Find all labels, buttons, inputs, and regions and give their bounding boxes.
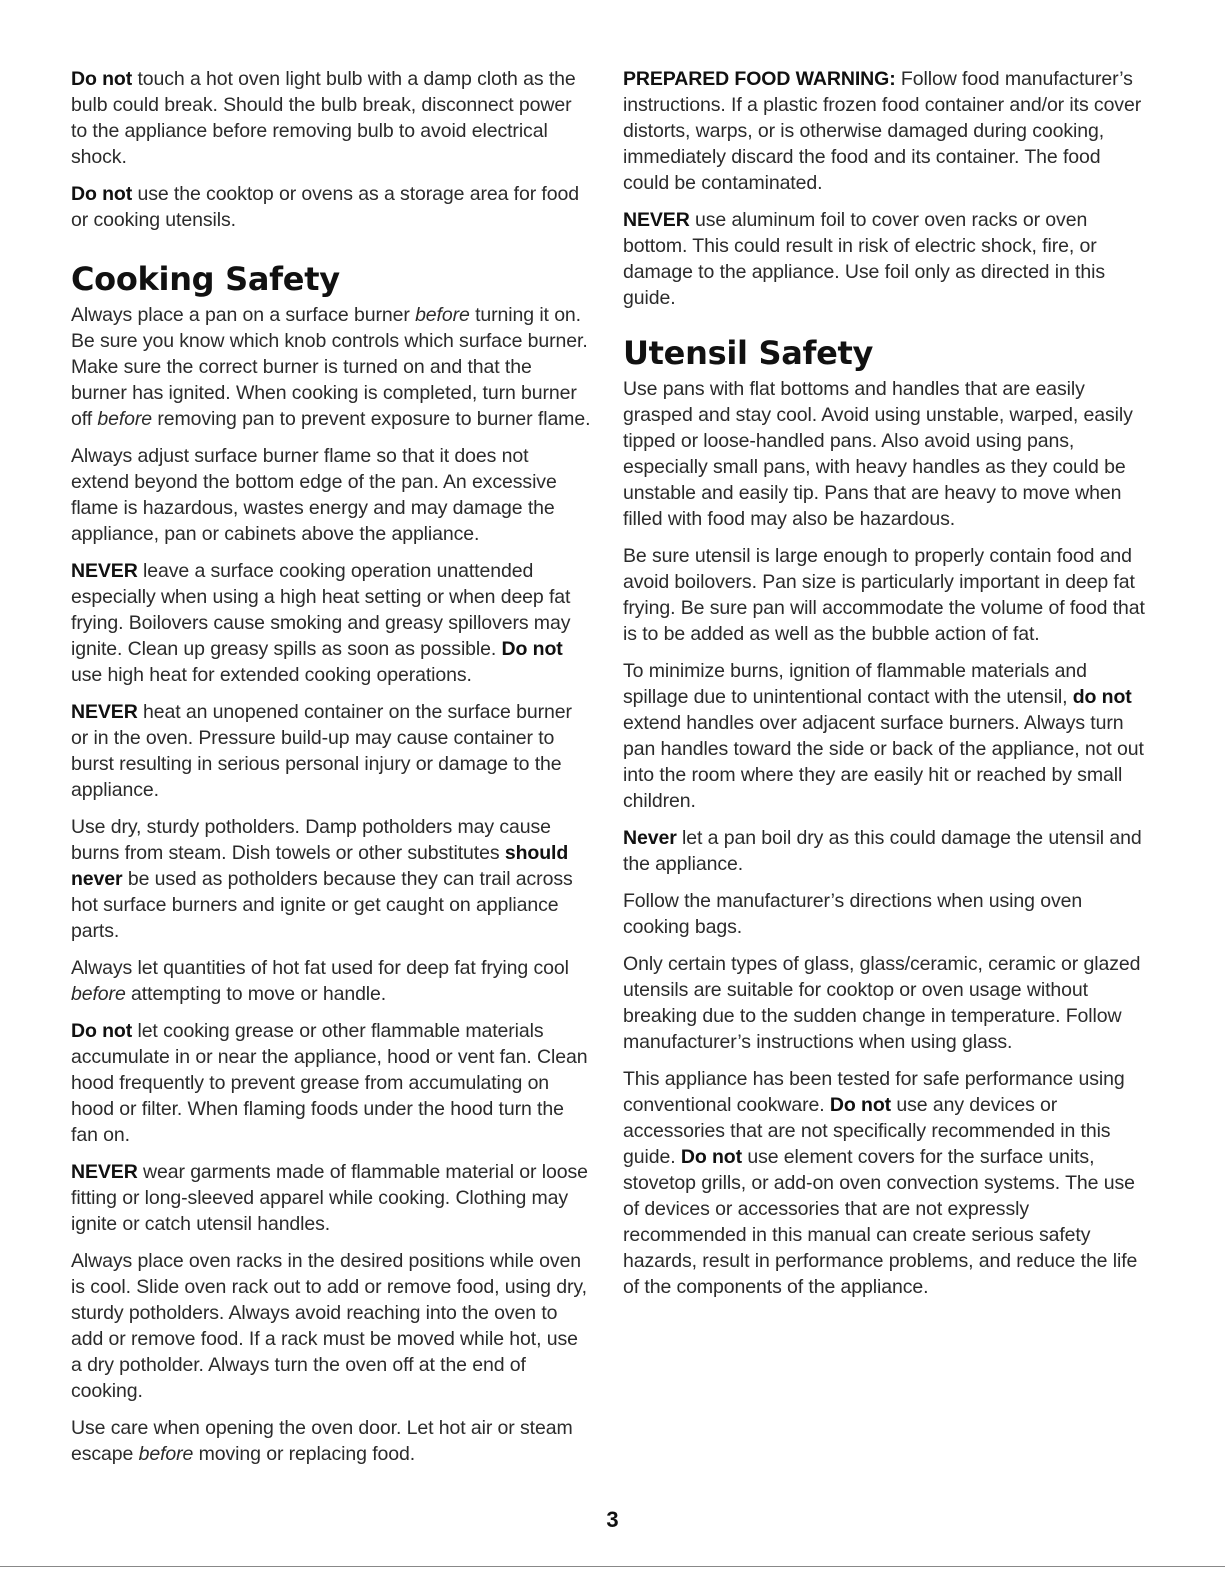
paragraph bbox=[623, 376, 1148, 532]
text: Follow food manufacturer’s instructions. If a plastic frozen food container and/or its cover distorts, warps, or is otherwise damaged during cooking, immediately discard the food and its container. The food could be contaminated. bbox=[623, 68, 1142, 194]
text: use aluminum foil to cover oven racks or oven bottom. This could result in risk of electric shock, fire, or damage to the appliance. Use foil only as directed in this guide. bbox=[623, 209, 1105, 309]
paragraph bbox=[71, 443, 591, 547]
paragraph bbox=[71, 699, 591, 803]
text: Use care when opening the oven door. Let hot air or steam escape bbox=[71, 1417, 573, 1465]
emphasis: should never bbox=[71, 842, 569, 890]
emphasis: Do not bbox=[71, 183, 133, 205]
emphasis: NEVER bbox=[71, 701, 138, 723]
text: turning it on. Be sure you know which knob controls which surface burner. Make sure the correct burner is turned on and that the burner has ignited. When cooking is completed, turn burner off bbox=[71, 304, 588, 430]
italic-text: before bbox=[415, 304, 470, 326]
paragraph bbox=[71, 814, 591, 944]
emphasis: Do not bbox=[71, 68, 133, 90]
paragraph bbox=[71, 955, 591, 1007]
text: This appliance has been tested for safe performance using conventional cookware. bbox=[623, 1068, 1125, 1116]
text: use the cooktop or ovens as a storage area for food or cooking utensils. bbox=[71, 183, 579, 231]
italic-text: before bbox=[138, 1443, 194, 1465]
paragraph bbox=[71, 558, 591, 688]
text: heat an unopened container on the surface burner or in the oven. Pressure build-up may cause container to burst resulting in serious personal injury or damage to the appliance. bbox=[71, 701, 572, 801]
text: extend handles over adjacent surface burners. Always turn pan handles toward the side or back of the appliance, not out into the room where they are easily hit or reached by small children. bbox=[623, 712, 1144, 812]
text: Be sure utensil is large enough to properly contain food and avoid boilovers. Pan size is particularly important in deep fat frying. Be sure pan will accommodate the volume of food that is to be added as well as the bubble action of fat. bbox=[623, 545, 1145, 645]
emphasis: Do not bbox=[680, 1146, 742, 1168]
paragraph bbox=[623, 951, 1148, 1055]
bottom-divider bbox=[0, 1566, 1225, 1567]
emphasis: do not bbox=[1072, 686, 1132, 708]
paragraph bbox=[623, 888, 1148, 940]
left-column bbox=[71, 66, 591, 1478]
page-number: 3 bbox=[606, 1507, 619, 1532]
paragraph bbox=[623, 825, 1148, 877]
paragraph bbox=[71, 1018, 591, 1148]
emphasis: NEVER bbox=[71, 560, 138, 582]
paragraph bbox=[623, 658, 1148, 814]
paragraph bbox=[71, 1415, 591, 1467]
section-heading-utensil-safety: Utensil Safety bbox=[623, 334, 874, 372]
text: removing pan to prevent exposure to burner flame. bbox=[152, 408, 591, 430]
paragraph bbox=[623, 1066, 1148, 1300]
text: Always place a pan on a surface burner bbox=[71, 304, 416, 326]
paragraph bbox=[623, 543, 1148, 647]
emphasis: Do not bbox=[829, 1094, 892, 1116]
emphasis: PREPARED FOOD WARNING: bbox=[623, 68, 896, 90]
text: Always adjust surface burner flame so that it does not extend beyond the bottom edge of the pan. An excessive flame is hazardous, wastes energy and may damage the appliance, pan or cabinets above the appliance. bbox=[71, 445, 557, 545]
emphasis: Do not bbox=[71, 1020, 133, 1042]
text: Use dry, sturdy potholders. Damp potholders may cause burns from steam. Dish towels or other substitutes bbox=[71, 816, 551, 864]
text: Follow the manufacturer’s directions when using oven cooking bags. bbox=[623, 890, 1083, 938]
text: Always let quantities of hot fat used for deep fat frying cool bbox=[71, 957, 569, 979]
italic-text: before bbox=[97, 408, 153, 430]
text: use high heat for extended cooking operations. bbox=[71, 664, 472, 686]
text: Only certain types of glass, glass/ceramic, ceramic or glazed utensils are suitable for cooktop or oven usage without breaking due to the sudden change in temperature. Follow manufacturer’s instructions when using glass. bbox=[623, 953, 1141, 1053]
paragraph bbox=[623, 207, 1148, 311]
text: use any devices or accessories that are not specifically recommended in this guide. bbox=[623, 1094, 1111, 1168]
text: Always place oven racks in the desired positions while oven is cool. Slide oven rack out to add or remove food, using dry, sturdy potholders. Always avoid reaching into the oven to add or remove food. If a rack must be moved while hot, use a dry potholder. Always turn the oven off at the end of cooking. bbox=[71, 1250, 587, 1402]
paragraph bbox=[71, 302, 591, 432]
text: let a pan boil dry as this could damage the utensil and the appliance. bbox=[623, 827, 1142, 875]
emphasis: NEVER bbox=[71, 1161, 138, 1183]
text: let cooking grease or other flammable materials accumulate in or near the appliance, hood or vent fan. Clean hood frequently to prevent grease from accumulating on hood or filter. When flaming foods under the hood turn the fan on. bbox=[71, 1020, 588, 1146]
text: attempting to move or handle. bbox=[125, 983, 387, 1005]
text: be used as potholders because they can trail across hot surface burners and ignite or get caught on appliance parts. bbox=[71, 868, 573, 942]
emphasis: Never bbox=[623, 827, 677, 849]
paragraph bbox=[71, 1248, 591, 1404]
text: leave a surface cooking operation unattended especially when using a high heat setting or when deep fat frying. Boilovers cause smoking and greasy spillovers may ignite. Clean up greasy spills as soon as possible. bbox=[71, 560, 571, 660]
text: use element covers for the surface units, stovetop grills, or add-on oven convection systems. The use of devices or accessories that are not expressly recommended in this manual can create serious safety hazards, result in performance problems, and reduce the life of the components of the appliance. bbox=[623, 1146, 1138, 1298]
emphasis: NEVER bbox=[623, 209, 690, 231]
text: Use pans with flat bottoms and handles that are easily grasped and stay cool. Avoid using unstable, warped, easily tipped or loose-handled pans. Also avoid using pans, especially small pans, with heavy handles as they could be unstable and easily tip. Pans that are heavy to move when filled with food may also be hazardous. bbox=[623, 378, 1133, 530]
paragraph bbox=[71, 1159, 591, 1237]
paragraph bbox=[623, 66, 1148, 196]
italic-text: before bbox=[71, 983, 126, 1005]
section-heading-cooking-safety: Cooking Safety bbox=[71, 260, 340, 298]
right-column bbox=[623, 66, 1148, 1311]
text: To minimize burns, ignition of flammable materials and spillage due to unintentional contact with the utensil, bbox=[623, 660, 1087, 708]
paragraph bbox=[71, 66, 591, 170]
text: wear garments made of flammable material or loose fitting or long-sleeved apparel while cooking. Clothing may ignite or catch utensil handles. bbox=[71, 1161, 588, 1235]
text: moving or replacing food. bbox=[193, 1443, 416, 1465]
paragraph bbox=[71, 181, 591, 233]
text: touch a hot oven light bulb with a damp cloth as the bulb could break. Should the bulb break, disconnect power to the appliance before removing bulb to avoid electrical shock. bbox=[71, 68, 576, 168]
emphasis: Do not bbox=[501, 638, 563, 660]
